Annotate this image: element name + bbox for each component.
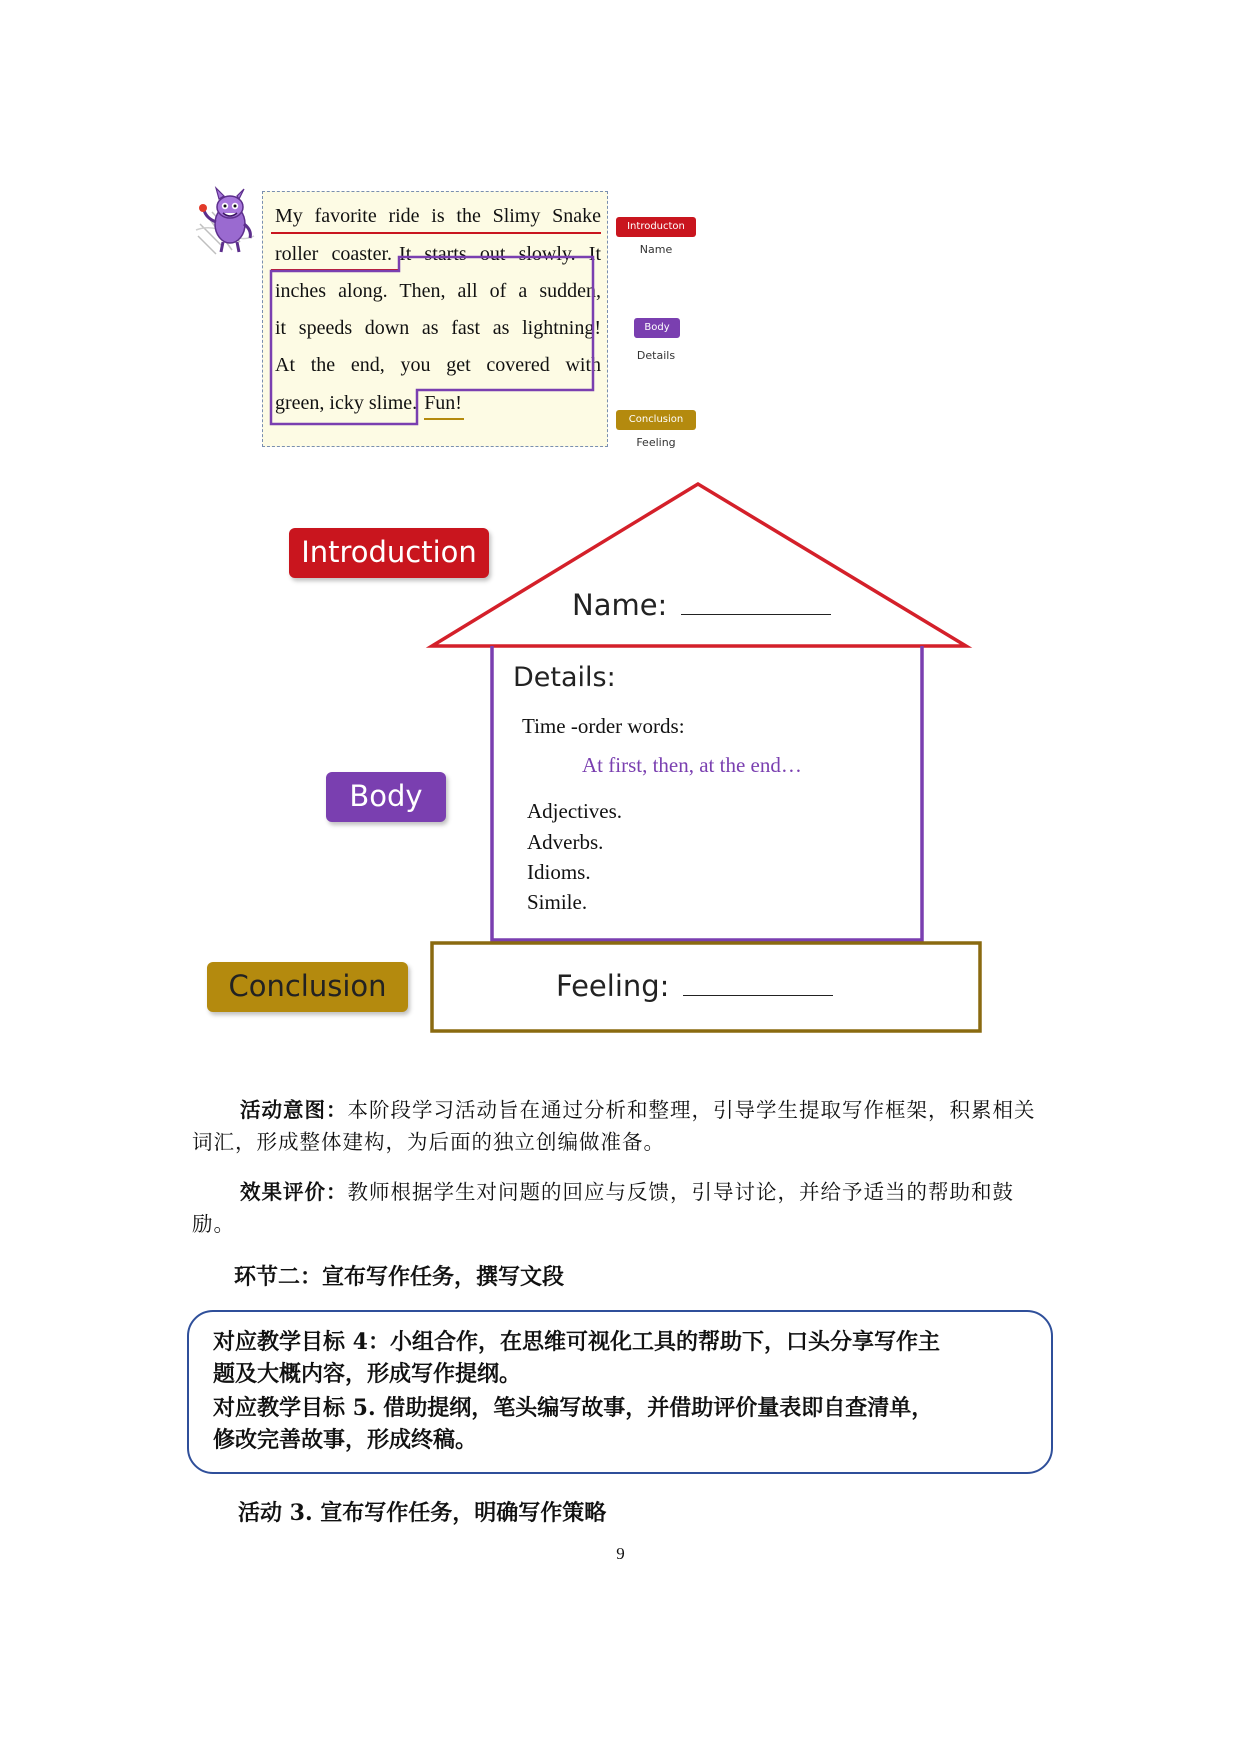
introduction-label: Introduction bbox=[289, 528, 489, 578]
feeling-blank bbox=[683, 995, 833, 996]
page-number: 9 bbox=[616, 1544, 625, 1563]
detail-item: Simile. bbox=[527, 890, 588, 914]
paragraph-line bbox=[275, 204, 601, 228]
activity3-heading: 活动 3. 宣布写作任务，明确写作策略 bbox=[238, 1500, 607, 1526]
example-paragraph-box bbox=[262, 191, 608, 447]
section-heading: 环节二：宣布写作任务，撰写文段 bbox=[234, 1264, 565, 1290]
evaluation-paragraph bbox=[192, 1176, 1052, 1240]
legend-tag-introduction: Introducton bbox=[616, 217, 696, 237]
name-field bbox=[572, 588, 831, 622]
introduction-underline bbox=[271, 269, 399, 271]
objective-line: 修改完善故事，形成终稿。 bbox=[213, 1427, 478, 1453]
name-blank bbox=[681, 614, 831, 615]
purple-monster-icon bbox=[192, 184, 262, 256]
objective-line: 对应教学目标 5. 借助提纲，笔头编写故事，并借助评价量表即自查清单， bbox=[213, 1395, 934, 1421]
conclusion-label: Conclusion bbox=[207, 962, 408, 1012]
evaluation-text: 教师根据学生对问题的回应与反馈，引导讨论，并给予适当的帮助和鼓励。 bbox=[192, 1180, 1014, 1236]
name-label: Name: bbox=[572, 588, 668, 622]
conclusion-underline bbox=[424, 418, 464, 420]
legend-sub-name: Name bbox=[639, 243, 673, 256]
conclusion-word: Fun! bbox=[424, 392, 462, 414]
introduction-underline bbox=[271, 232, 601, 234]
intro-sentence-part: roller coaster. bbox=[275, 243, 393, 265]
activity-intent-paragraph bbox=[192, 1094, 1052, 1158]
detail-item: Adverbs. bbox=[527, 830, 604, 854]
objective-line: 对应教学目标 4：小组合作，在思维可视化工具的帮助下，口头分享写作主 bbox=[213, 1329, 940, 1355]
feeling-label: Feeling: bbox=[556, 969, 670, 1003]
body-sentence-part: It starts out slowly. It bbox=[399, 243, 602, 265]
body-sentence-part: it speeds down as fast as lightning! bbox=[275, 317, 601, 339]
detail-item: Idioms. bbox=[527, 860, 591, 884]
body-sentence-part: inches along. Then, all of a sudden, bbox=[275, 280, 601, 302]
body-label: Body bbox=[326, 772, 446, 822]
paragraph-line bbox=[275, 353, 601, 377]
teaching-objectives-box bbox=[187, 1310, 1053, 1474]
time-order-examples: At first, then, at the end… bbox=[582, 753, 802, 777]
legend-sub-details: Details bbox=[636, 349, 676, 362]
intro-sentence-part: My favorite ride is the Slimy Snake bbox=[275, 205, 601, 227]
paragraph-line bbox=[275, 316, 601, 340]
evaluation-label: 效果评价： bbox=[240, 1180, 348, 1204]
paragraph-line bbox=[275, 242, 601, 266]
legend-tag-conclusion: Conclusion bbox=[616, 410, 696, 430]
details-label: Details: bbox=[513, 662, 616, 693]
feeling-field bbox=[556, 969, 833, 1003]
legend-tag-body: Body bbox=[634, 318, 680, 338]
activity-intent-text: 本阶段学习活动旨在通过分析和整理，引导学生提取写作框架，积累相关词汇，形成整体建构，为后面的独立创编做准备。 bbox=[192, 1098, 1036, 1154]
objective-line: 题及大概内容，形成写作提纲。 bbox=[213, 1361, 522, 1387]
legend-sub-feeling: Feeling bbox=[636, 436, 676, 449]
activity-intent-label: 活动意图： bbox=[240, 1098, 348, 1122]
paragraph-line bbox=[275, 391, 462, 415]
time-order-label: Time -order words: bbox=[522, 714, 685, 738]
body-sentence-part: At the end, you get covered with bbox=[275, 354, 601, 376]
body-sentence-part: green, icky slime. bbox=[275, 392, 418, 414]
paragraph-line bbox=[275, 279, 601, 303]
detail-item: Adjectives. bbox=[527, 799, 623, 823]
